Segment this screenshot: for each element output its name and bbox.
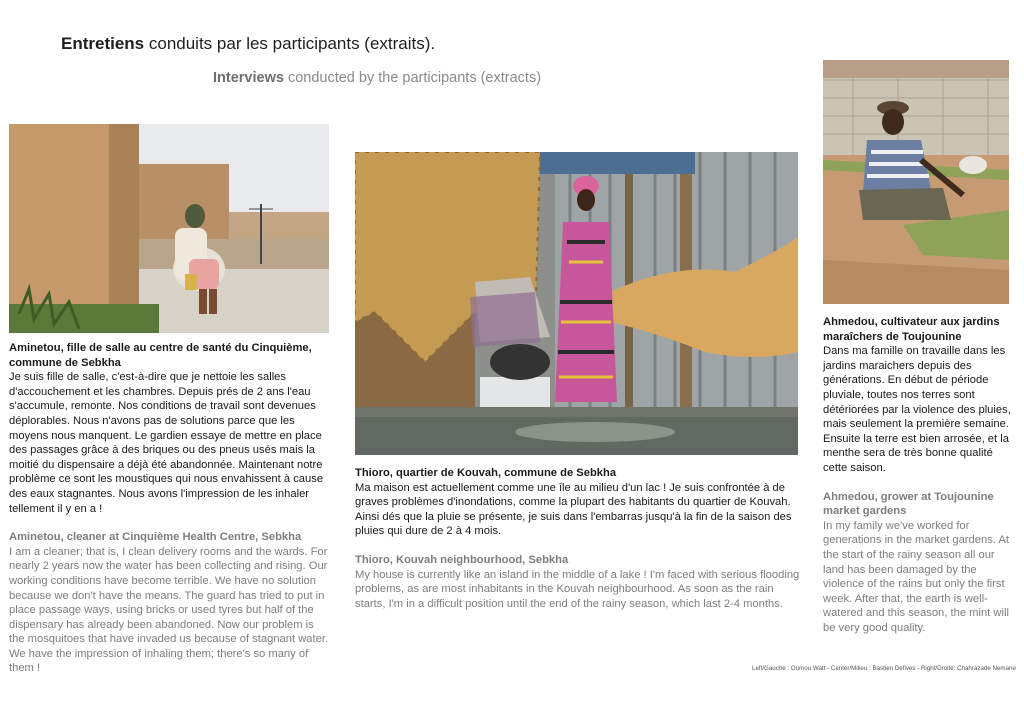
center-en-section bbox=[355, 553, 801, 611]
center-text-column bbox=[355, 466, 801, 611]
page-title-fr bbox=[61, 34, 435, 54]
right-en-heading: Ahmedou, grower at Toujounine market gardens bbox=[823, 490, 994, 518]
left-text-column bbox=[9, 341, 331, 676]
center-fr-section bbox=[355, 466, 801, 539]
center-en-body: My house is currently like an island in the middle of a lake ! I'm faced with serious flooding problems, as are most inhabitants in the Kouvah neighbourhood. As soon as the rain starts, I'm in a difficult position until the end of the rainy season, which last 2-4 months. bbox=[355, 568, 800, 610]
photo-aminetou bbox=[9, 124, 329, 333]
center-en-heading: Thioro, Kouvah neighbourhood, Sebkha bbox=[355, 553, 569, 566]
center-fr-heading: Thioro, quartier de Kouvah, commune de Sebkha bbox=[355, 467, 617, 479]
title-fr-rest: conduits par les participants (extraits). bbox=[144, 34, 436, 53]
left-fr-body: Je suis fille de salle, c'est-à-dire que je nettoie les salles d'accouchement et les chambres. Depuis prés de 2 ans l'eau s'accumule, remonte. Nos conditions de travail sont devenues déplorables. Nous n'avons pas de solutions parce que les moyens nous manquent. Le gardien essaye de mettre en place des passages grâce à des briques ou des pneus usés mais la moitié du dispensaire a déjà été abandonnée. Maintenant notre problème ce sont les moustiques qui nous envahissent à cause des eaux stagnantes. Nous avons l'impression de les inhaler tellement il y en a ! bbox=[9, 371, 324, 515]
left-en-heading: Aminetou, cleaner at Cinquième Health Centre, Sebkha bbox=[9, 531, 302, 544]
photo-credits: Left/Gauche : Oumou Watt - Center/Milieu : Bastien Defives - Right/Droite: Chahrazade Nemane bbox=[752, 665, 1016, 672]
right-en-body: In my family we've worked for generations in the market gardens. At the start of the rainy season all our land has been damaged by the violence of the rains but only the first week. After that, the earth is well-watered and this season, the mint will be very good quality. bbox=[823, 519, 1009, 634]
left-en-section bbox=[9, 530, 331, 676]
left-fr-heading: Aminetou, fille de salle au centre de santé du Cinquième, commune de Sebkha bbox=[9, 342, 312, 369]
right-fr-heading: Ahmedou, cultivateur aux jardins maraîchers de Toujounine bbox=[823, 316, 1000, 343]
title-fr-bold: Entretiens bbox=[61, 34, 145, 53]
title-en-bold: Interviews bbox=[213, 70, 284, 86]
left-en-body: I am a cleaner; that is, I clean delivery rooms and the wards. For nearly 2 years now the water has been collecting and rising. Our working conditions have become terrible. We have no solution because we don't have the means. The guard has tried to put in place passage ways, using bricks or used tyres but half of the dispensary has already been abandoned. Now our problem is the mosquitoes that have invaded us because of stagnant water. We have the impression of inhaling them; there's so many of them ! bbox=[9, 545, 329, 675]
photo-ahmedou bbox=[823, 60, 1009, 304]
center-fr-body: Ma maison est actuellement comme une île au milieu d'un lac ! Je suis confrontée à de graves problèmes d'inondations, comme la plupart des habitants du quartier de Kouvah. Ainsi dés que la pluie se présente, je suis dans l'embarras jusqu'à la fin de la saison des pluies qui dure de 2 à 4 mois. bbox=[355, 481, 792, 538]
left-fr-section bbox=[9, 341, 331, 516]
right-fr-section bbox=[823, 315, 1013, 476]
page-title-en bbox=[213, 70, 541, 86]
right-text-column bbox=[823, 315, 1013, 635]
right-fr-body: Dans ma famille on travaille dans les jardins maraichers depuis des générations. En début de période pluviale, toutes nos terres sont détériorées par la violence des pluies, mais seulement la première semaine. Ensuite la terre est bien arrosée, et la menthe sera de très bonne qualité cette saison. bbox=[823, 345, 1011, 474]
photo-thioro bbox=[355, 152, 798, 455]
title-en-rest: conducted by the participants (extracts) bbox=[283, 70, 542, 86]
right-en-section bbox=[823, 490, 1013, 636]
